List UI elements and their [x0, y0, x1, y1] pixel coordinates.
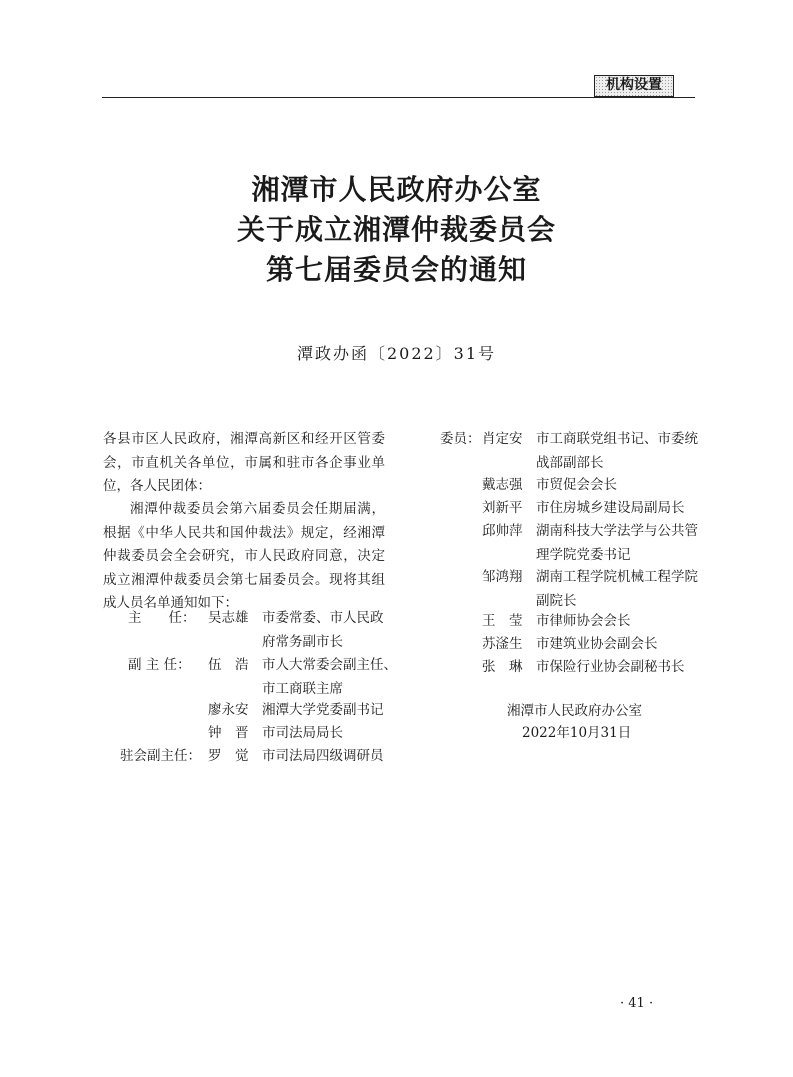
member-name: 钟 晋: [208, 725, 249, 741]
header-rule: [102, 97, 695, 98]
member-name: 张 琳: [482, 659, 523, 675]
member-position: 市工商联主席: [262, 680, 343, 697]
member-position: 市人大常委会副主任、: [262, 657, 397, 673]
intro-address: 各县市区人民政府，湘潭高新区和经开区管委会，市直机关各单位，市属和驻市各企事业单位，各人民团体：: [103, 431, 385, 494]
member-position: 市保险行业协会副秘书长: [536, 659, 685, 675]
section-label: 机构设置: [594, 75, 674, 97]
member-position: 市住房城乡建设局副局长: [536, 500, 685, 516]
member-position: 湖南科技大学法学与公共管: [536, 523, 698, 539]
intro-body: 湘潭仲裁委员会第六届委员会任期届满，根据《中华人民共和国仲裁法》规定，经湘潭仲裁委员会全会研究，市人民政府同意，决定成立湘潭仲裁委员会第七届委员会。现将其组成人员名单通知如下：: [103, 501, 385, 611]
member-position: 市司法局四级调研员: [262, 748, 384, 764]
member-position: 副院长: [536, 592, 577, 609]
document-title: [90, 170, 703, 290]
member-position: 市司法局局长: [262, 725, 343, 741]
page-number: · 41 ·: [620, 996, 654, 1011]
document-number: 潭政办函〔2022〕31号: [296, 344, 497, 363]
member-role: 委员：: [440, 431, 481, 447]
title-line-3: 第七届委员会的通知: [265, 253, 527, 286]
title-line-2: 关于成立湘潭仲裁委员会: [236, 213, 556, 246]
member-name: 邱帅萍: [482, 523, 523, 539]
title-line-1: 湘潭市人民政府办公室: [251, 173, 542, 206]
member-name: 廖永安: [208, 702, 249, 718]
member-position: 市贸促会会长: [536, 477, 617, 493]
member-name: 罗 觉: [208, 748, 249, 764]
member-name: 戴志强: [482, 477, 523, 493]
member-role: 副 主 任：: [128, 657, 191, 673]
member-position: 湖南工程学院机械工程学院: [536, 569, 698, 585]
member-name: 刘新平: [482, 500, 523, 516]
member-name: 伍 浩: [208, 657, 249, 673]
member-role: 主 任：: [128, 610, 196, 626]
member-position: 战部副部长: [536, 454, 604, 471]
member-role: 驻会副主任：: [120, 748, 201, 764]
signature-date: 2022年10月31日: [522, 725, 632, 741]
member-name: 王 莹: [482, 613, 523, 629]
member-position: 市律师协会会长: [536, 613, 631, 629]
member-position: 湘潭大学党委副书记: [262, 702, 384, 718]
member-position: 市委常委、市人民政: [262, 610, 384, 626]
member-position: 理学院党委书记: [536, 546, 631, 563]
member-name: 吴志雄: [208, 610, 249, 626]
member-name: 苏滏生: [482, 636, 523, 652]
member-position: 府常务副市长: [262, 633, 343, 650]
member-position: 市建筑业协会副会长: [536, 636, 658, 652]
signature-org: 湘潭市人民政府办公室: [507, 703, 642, 719]
member-name: 肖定安: [482, 431, 523, 447]
member-position: 市工商联党组书记、市委统: [536, 431, 698, 447]
member-name: 邹鸿翔: [482, 569, 523, 585]
